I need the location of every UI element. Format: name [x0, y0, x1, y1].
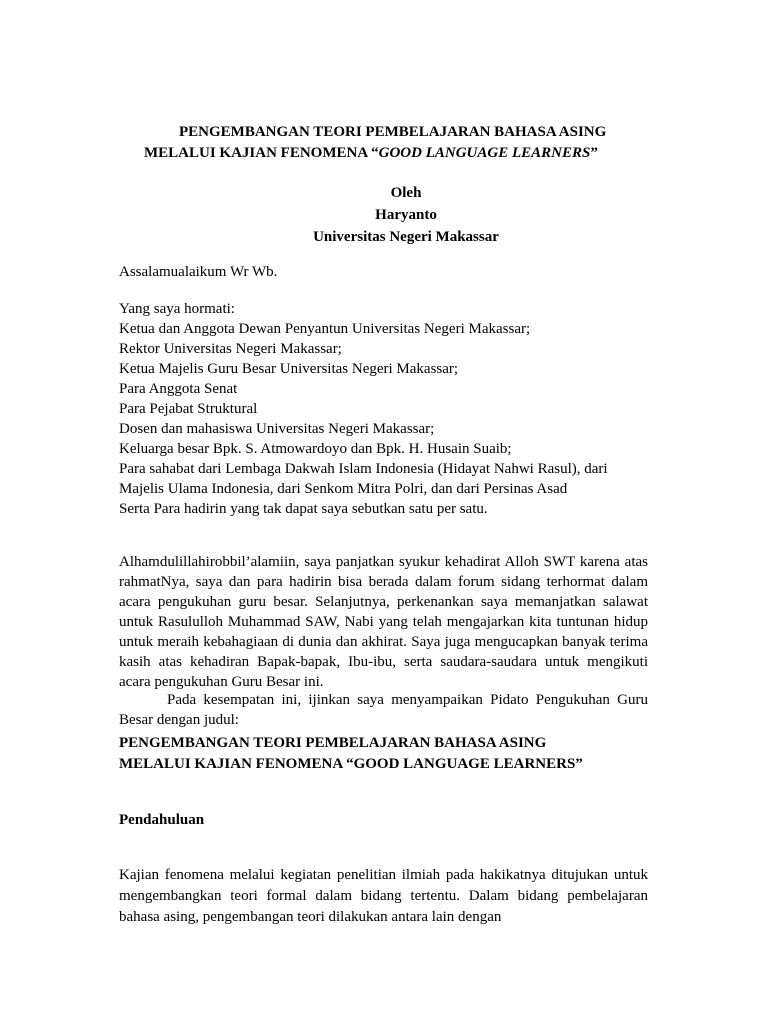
author-name: Haryanto: [375, 207, 437, 223]
honored-line: Para Pejabat Struktural: [119, 401, 258, 417]
author-affiliation: Universitas Negeri Makassar: [313, 229, 499, 245]
honored-line: Dosen dan mahasiswa Universitas Negeri Makassar;: [119, 421, 435, 437]
title-line-1: PENGEMBANGAN TEORI PEMBELAJARAN BAHASA ASING: [179, 124, 607, 140]
title-line-2-suffix: ”: [590, 145, 598, 161]
honored-line: Majelis Ulama Indonesia, dari Senkom Mitra Polri, dan dari Persinas Asad: [119, 481, 568, 497]
honored-line: Serta Para hadirin yang tak dapat saya sebutkan satu per satu.: [119, 501, 488, 517]
honored-line: Keluarga besar Bpk. S. Atmowardoyo dan Bpk. H. Husain Suaib;: [119, 441, 512, 457]
speech-title: [119, 733, 648, 775]
title-line-2-prefix: MELALUI KAJIAN FENOMENA “: [144, 145, 379, 161]
greeting: Assalamualaikum Wr Wb.: [119, 264, 278, 280]
document-title: [100, 122, 668, 164]
speech-title-line-1: PENGEMBANGAN TEORI PEMBELAJARAN BAHASA ASING: [119, 735, 547, 751]
opening-paragraph: Alhamdulillahirobbil’alamiin, saya panjatkan syukur kehadirat Alloh SWT karena atas rahmatNya, saya dan para hadirin bisa berada dalam forum sidang terhormat dalam acara pengukuhan guru besar. Selanjutnya, perkenankan saya memanjatkan salawat untuk Rasululloh Muhammad SAW, Nabi yang telah mengajarkan kita tuntunan hidup untuk meraih kebahagiaan di dunia dan akhirat. Saya juga mengucapkan banyak terima kasih atas kehadiran Bapak-bapak, Ibu-ibu, serta saudara-saudara untuk mengikuti acara pengukuhan Guru Besar ini.: [119, 554, 648, 690]
honored-line: Rektor Universitas Negeri Makassar;: [119, 341, 342, 357]
section-heading: Pendahuluan: [119, 812, 205, 828]
title-line-2-italic: GOOD LANGUAGE LEARNERS: [378, 145, 591, 161]
honored-line: Para sahabat dari Lembaga Dakwah Islam Indonesia (Hidayat Nahwi Rasul), dari: [119, 461, 608, 477]
speech-title-line-2: MELALUI KAJIAN FENOMENA “GOOD LANGUAGE LEARNERS”: [119, 756, 583, 772]
honored-intro: Yang saya hormati:: [119, 301, 235, 317]
author-by-label: Oleh: [390, 185, 422, 201]
speech-intro-paragraph: Pada kesempatan ini, ijinkan saya menyampaikan Pidato Pengukuhan Guru Besar dengan judul:: [119, 692, 648, 728]
author-block: [0, 182, 768, 248]
honored-line: Ketua Majelis Guru Besar Universitas Negeri Makassar;: [119, 361, 459, 377]
honored-line: Para Anggota Senat: [119, 381, 238, 397]
honored-line: Ketua dan Anggota Dewan Penyantun Universitas Negeri Makassar;: [119, 321, 531, 337]
honored-guests-list: [119, 299, 648, 519]
title-line-2: [100, 143, 668, 164]
introduction-paragraph: Kajian fenomena melalui kegiatan penelitian ilmiah pada hakikatnya ditujukan untuk mengembangkan teori formal dalam bidang tertentu. Dalam bidang pembelajaran bahasa asing, pengembangan teori dilakukan antara lain dengan: [119, 867, 648, 925]
